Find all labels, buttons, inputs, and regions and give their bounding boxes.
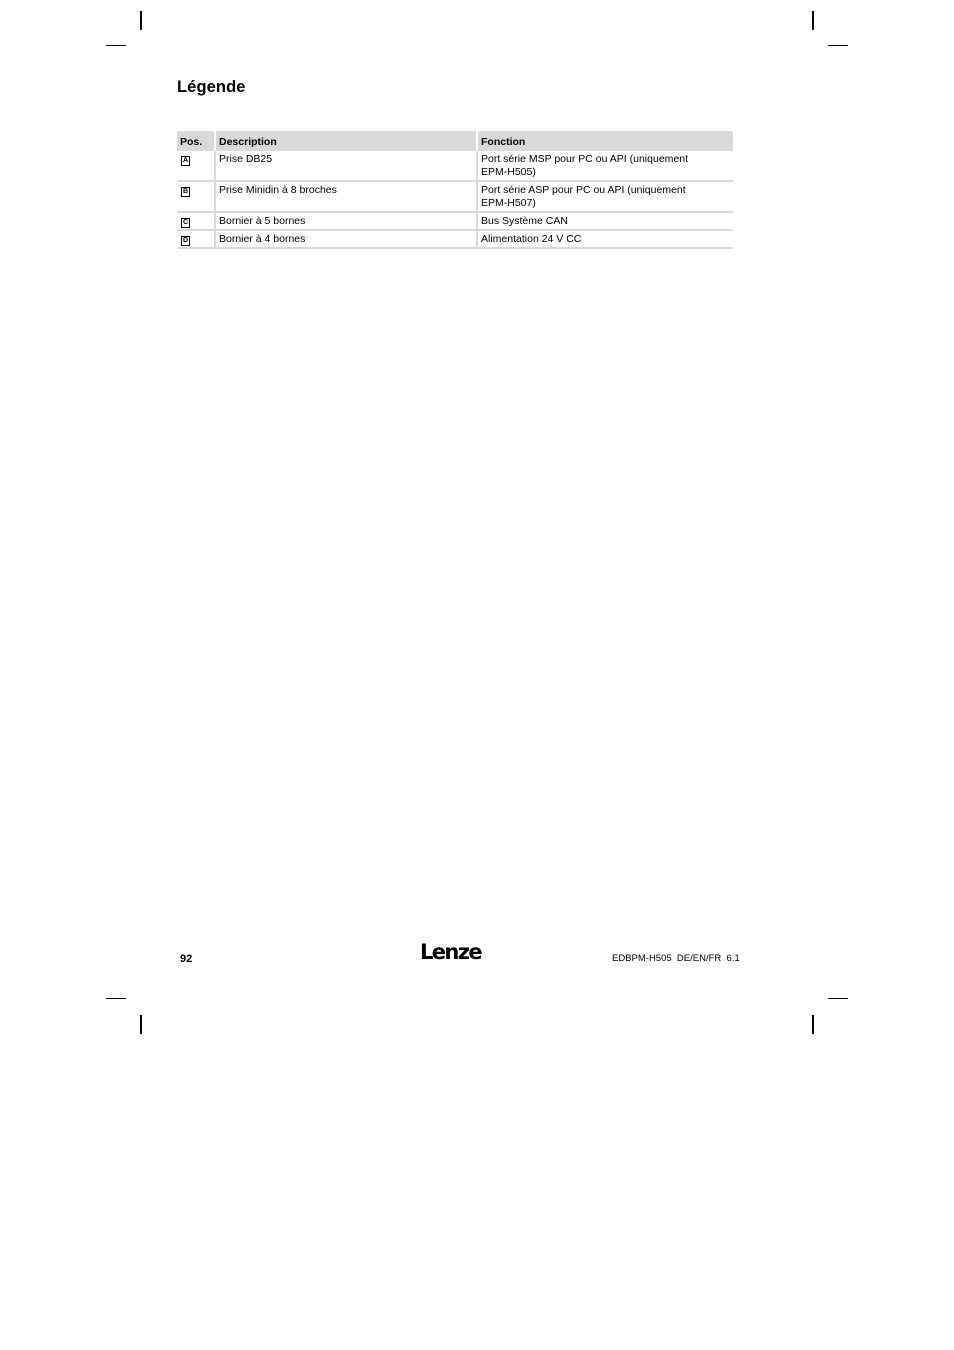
row-fonction: Alimentation 24 V CC — [476, 231, 733, 249]
position-marker: B — [182, 188, 189, 195]
row-description: Bornier à 5 bornes — [214, 213, 476, 231]
lenze-logo: Lenze — [420, 940, 482, 964]
row-fonction-line: Port série MSP pour PC ou API (uniquement — [481, 153, 688, 165]
row-fonction: Bus Système CAN — [476, 213, 733, 231]
table-row — [177, 213, 733, 231]
row-description: Prise DB25 — [214, 151, 476, 182]
row-fonction-line: EPM-H507) — [481, 197, 536, 209]
table-row — [177, 151, 733, 182]
legend-table — [177, 131, 733, 249]
position-marker: C — [182, 219, 189, 226]
position-marker: D — [182, 237, 189, 244]
crop-mark-top-left — [106, 45, 126, 46]
crop-mark-bottom-left — [106, 998, 126, 999]
table-row — [177, 231, 733, 249]
table-row — [177, 182, 733, 213]
page-number: 92 — [180, 953, 193, 965]
row-description: Bornier à 4 bornes — [214, 231, 476, 249]
document-id: EDBPM-H505 DE/EN/FR 6.1 — [612, 953, 740, 964]
crop-mark-bottom-left — [140, 1015, 142, 1034]
crop-mark-bottom-right — [812, 1015, 814, 1034]
header-fonction: Fonction — [476, 131, 733, 151]
crop-mark-top-left — [140, 11, 142, 30]
crop-mark-bottom-right — [828, 998, 848, 999]
crop-mark-top-right — [828, 45, 848, 46]
row-description: Prise Minidin à 8 broches — [214, 182, 476, 213]
row-fonction — [476, 151, 733, 182]
row-fonction-line: EPM-H505) — [481, 166, 536, 178]
crop-mark-top-right — [812, 11, 814, 30]
header-description: Description — [214, 131, 476, 151]
row-fonction — [476, 182, 733, 213]
header-pos: Pos. — [177, 131, 214, 151]
table-header-row — [177, 131, 733, 151]
row-fonction-line: Port série ASP pour PC ou API (uniquement — [481, 184, 686, 196]
section-title: Légende — [177, 78, 246, 96]
position-marker: A — [182, 157, 189, 164]
